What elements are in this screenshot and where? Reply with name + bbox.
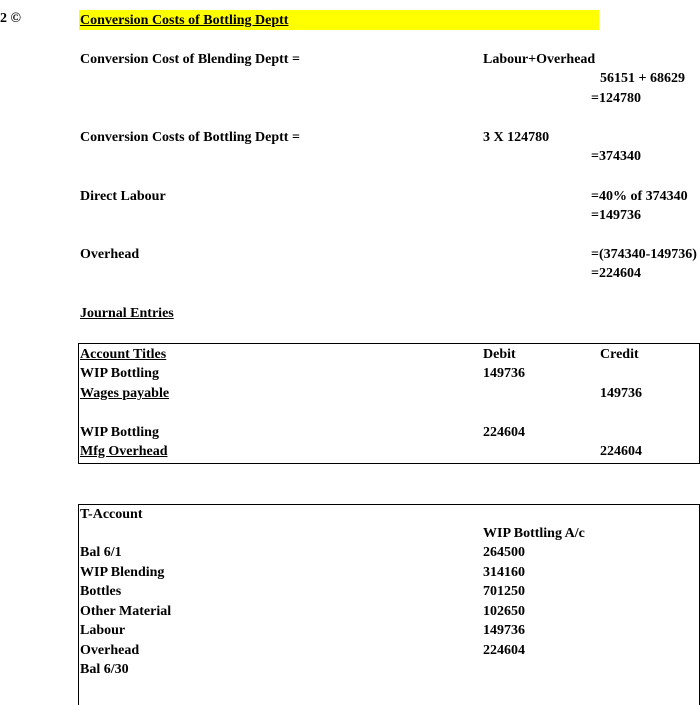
- overhead-calc: =(374340-149736): [591, 247, 697, 262]
- t-account-row-label: Bottles: [80, 584, 122, 599]
- journal-row-debit: 149736: [483, 366, 525, 381]
- journal-heading: Journal Entries: [80, 306, 174, 321]
- t-account-name: WIP Bottling A/c: [483, 526, 585, 541]
- journal-row-credit: 149736: [600, 386, 642, 401]
- t-account-row-label: Bal 6/1: [80, 545, 122, 560]
- t-account-row-amount: 314160: [483, 565, 525, 580]
- t-account-heading: T-Account: [80, 507, 143, 522]
- page-title: Conversion Costs of Bottling Deptt: [80, 13, 289, 28]
- journal-row-credit: 224604: [600, 444, 642, 459]
- t-account-row-amount: 224604: [483, 643, 525, 658]
- t-account-row-label: WIP Blending: [80, 565, 165, 580]
- journal-row-title: WIP Bottling: [80, 366, 159, 381]
- blending-result: =124780: [591, 91, 641, 106]
- direct-labour-calc: =40% of 374340: [591, 189, 688, 204]
- direct-labour-result: =149736: [591, 208, 641, 223]
- blending-label: Conversion Cost of Blending Deptt =: [80, 52, 300, 67]
- t-account-row-label: Labour: [80, 623, 126, 638]
- journal-row-debit: 224604: [483, 425, 525, 440]
- t-account-row-amount: 102650: [483, 604, 525, 619]
- journal-header-debit: Debit: [483, 347, 516, 362]
- overhead-result: =224604: [591, 266, 641, 281]
- t-account-row-amount: 149736: [483, 623, 525, 638]
- direct-labour-label: Direct Labour: [80, 189, 166, 204]
- blending-calc: 56151 + 68629: [600, 71, 685, 86]
- t-account-row-label: Overhead: [80, 643, 140, 658]
- t-account-row-amount: 264500: [483, 545, 525, 560]
- bottling-result: =374340: [591, 149, 641, 164]
- journal-row-title: Wages payable: [80, 386, 170, 401]
- t-account-row-label: Bal 6/30: [80, 662, 129, 677]
- bottling-formula: 3 X 124780: [483, 130, 550, 145]
- journal-header-credit: Credit: [600, 347, 639, 362]
- journal-row-title: WIP Bottling: [80, 425, 159, 440]
- bottling-label: Conversion Costs of Bottling Deptt =: [80, 130, 300, 145]
- overhead-label: Overhead: [80, 247, 140, 262]
- question-number: 2 ©: [0, 11, 21, 26]
- t-account-table: [78, 504, 700, 705]
- blending-formula: Labour+Overhead: [483, 52, 596, 67]
- t-account-row-amount: 701250: [483, 584, 525, 599]
- t-account-row-label: Other Material: [80, 604, 172, 619]
- journal-row-title: Mfg Overhead: [80, 444, 168, 459]
- journal-header-titles: Account Titles: [80, 347, 167, 362]
